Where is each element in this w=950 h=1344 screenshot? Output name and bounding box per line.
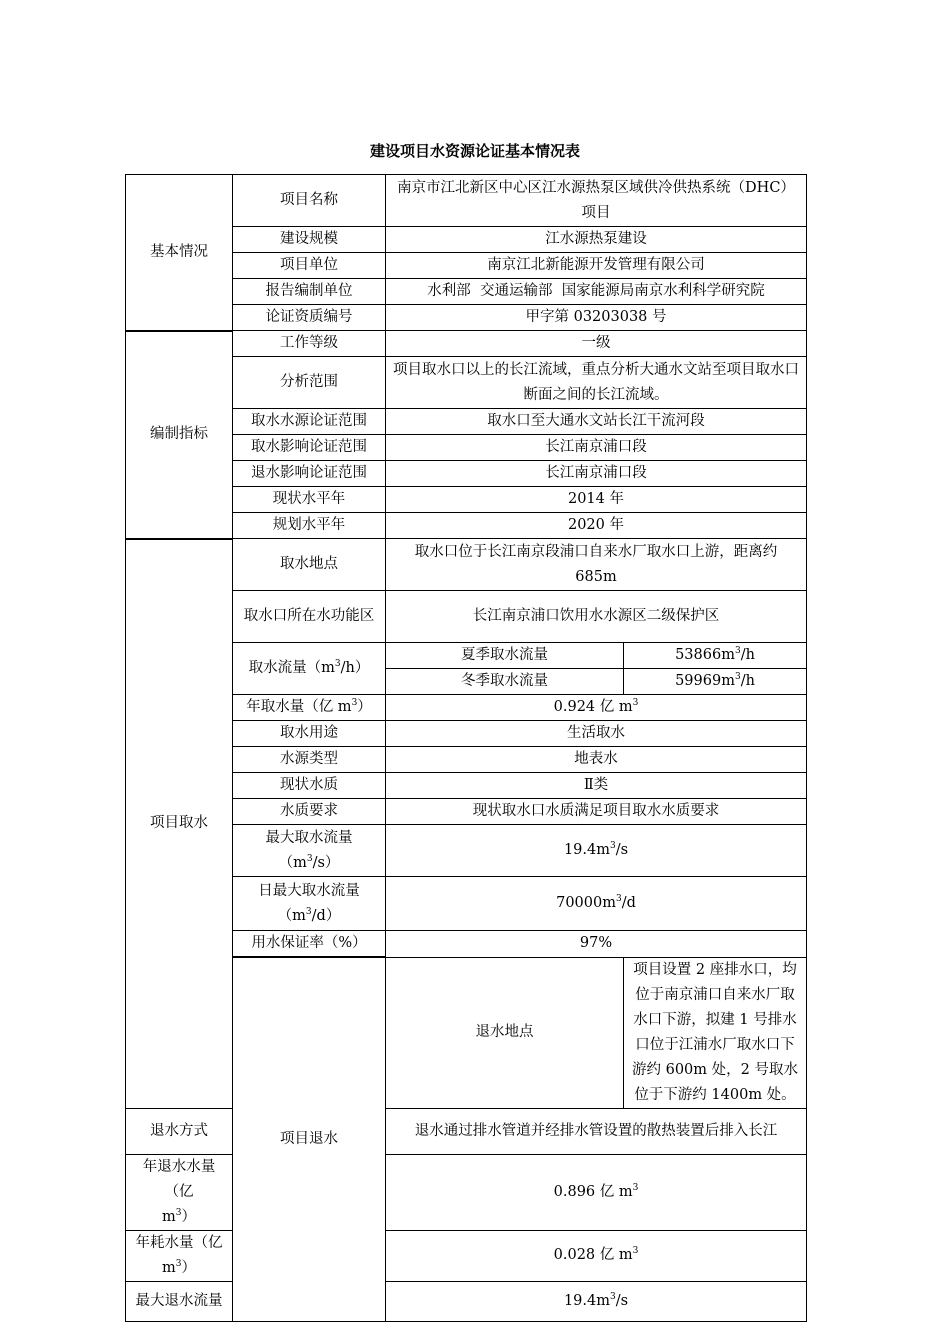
label-consume: 年耗水量（亿 $m^3$） <box>126 1230 233 1281</box>
label-dis-impact: 退水影响论证范围 <box>233 461 386 487</box>
label-cert: 论证资质编号 <box>233 305 386 331</box>
value-cur-year: 2014 年 <box>386 487 807 513</box>
value-scale: 江水源热泵建设 <box>386 227 807 253</box>
section-intake: 项目取水 <box>126 539 233 1109</box>
value-summer: $53866m^3/h$ <box>624 643 807 669</box>
value-range: 项目取水口以上的长江流域，重点分析大通水文站至项目取水口断面之间的长江流域。 <box>386 357 807 409</box>
value-level: 一级 <box>386 331 807 357</box>
label-max-flow: 最大取水流量 $(m^3/s)$ <box>233 825 386 877</box>
section-basic: 基本情况 <box>126 175 233 331</box>
document-title: 建设项目水资源论证基本情况表 <box>369 142 580 160</box>
label-daily-max: 日最大取水流量 $(m^3/d)$ <box>233 877 386 931</box>
label-project-name: 项目名称 <box>233 175 386 227</box>
label-report-org: 报告编制单位 <box>233 279 386 305</box>
value-unit: 南京江北新能源开发管理有限公司 <box>386 253 807 279</box>
water-resource-table <box>125 174 807 1322</box>
label-summer: 夏季取水流量 <box>386 643 624 669</box>
value-winter: $59969m^3/h$ <box>624 669 807 695</box>
label-dis-annual: 年退水水量（亿 $m^3$） <box>126 1154 233 1230</box>
value-guarantee: 97% <box>386 931 807 958</box>
section-compile: 编制指标 <box>126 331 233 539</box>
value-consume: 0.028 亿 $m^3$ <box>386 1230 807 1281</box>
label-dis-max: 最大退水流量 <box>126 1281 233 1321</box>
section-discharge: 项目退水 <box>233 957 386 1321</box>
value-use: 生活取水 <box>386 721 807 747</box>
label-src-range: 取水水源论证范围 <box>233 409 386 435</box>
value-max-flow: $19.4m^3/s$ <box>386 825 807 877</box>
label-impact: 取水影响论证范围 <box>233 435 386 461</box>
label-unit: 项目单位 <box>233 253 386 279</box>
value-project-name: 南京市江北新区中心区江水源热泵区域供冷供热系统（DHC）项目 <box>386 175 807 227</box>
value-dis-annual: 0.896 亿 $m^3$ <box>386 1154 807 1230</box>
label-range: 分析范围 <box>233 357 386 409</box>
value-cert: 甲字第 03203038 号 <box>386 305 807 331</box>
label-plan-year: 规划水平年 <box>233 513 386 539</box>
label-winter: 冬季取水流量 <box>386 669 624 695</box>
label-level: 工作等级 <box>233 331 386 357</box>
label-cur-year: 现状水平年 <box>233 487 386 513</box>
value-dis-method: 退水通过排水管道并经排水管设置的散热装置后排入长江 <box>386 1108 807 1154</box>
label-use: 取水用途 <box>233 721 386 747</box>
label-flow: 取水流量$(m^3/h)$ <box>233 643 386 695</box>
value-location: 取水口位于长江南京段浦口自来水厂取水口上游，距离约 685m <box>386 539 807 591</box>
value-daily-max: $70000m^3/d$ <box>386 877 807 931</box>
label-dis-location: 退水地点 <box>386 957 624 1108</box>
value-dis-max: $19.4m^3/s$ <box>386 1281 807 1321</box>
label-location: 取水地点 <box>233 539 386 591</box>
label-annual: 年取水量（亿 $m^3$） <box>233 695 386 721</box>
value-src-type: 地表水 <box>386 747 807 773</box>
label-scale: 建设规模 <box>233 227 386 253</box>
value-dis-impact: 长江南京浦口段 <box>386 461 807 487</box>
value-quality-req: 现状取水口水质满足项目取水水质要求 <box>386 799 807 825</box>
value-plan-year: 2020 年 <box>386 513 807 539</box>
value-src-range: 取水口至大通水文站长江干流河段 <box>386 409 807 435</box>
label-zone: 取水口所在水功能区 <box>233 591 386 643</box>
label-quality-req: 水质要求 <box>233 799 386 825</box>
label-quality: 现状水质 <box>233 773 386 799</box>
label-guarantee: 用水保证率（%） <box>233 931 386 958</box>
value-quality: Ⅱ类 <box>386 773 807 799</box>
value-annual: 0.924 亿 $m^3$ <box>386 695 807 721</box>
label-src-type: 水源类型 <box>233 747 386 773</box>
value-report-org: 水利部 交通运输部 国家能源局南京水利科学研究院 <box>386 279 807 305</box>
value-zone: 长江南京浦口饮用水水源区二级保护区 <box>386 591 807 643</box>
value-dis-location: 项目设置 2 座排水口，均位于南京浦口自来水厂取水口下游，拟建 1 号排水口位于江浦水厂取水口下游约 600m 处，2 号取水位于下游约 1400m 处。 <box>624 957 807 1108</box>
label-dis-method: 退水方式 <box>126 1108 233 1154</box>
value-impact: 长江南京浦口段 <box>386 435 807 461</box>
